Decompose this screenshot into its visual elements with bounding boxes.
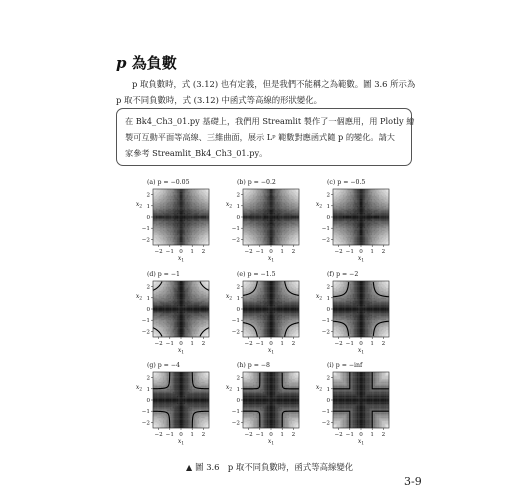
x-axis-label: $x_1$ bbox=[177, 255, 185, 264]
contour-fill bbox=[243, 281, 299, 337]
panel-title: (c) p = −0.5 bbox=[327, 179, 366, 186]
page-number: 3-9 bbox=[404, 475, 422, 488]
contour-panel bbox=[316, 362, 389, 447]
x-axis-label: $x_1$ bbox=[357, 438, 365, 447]
y-tick-label: −2 bbox=[231, 329, 240, 336]
x-tick-label: 1 bbox=[190, 249, 194, 255]
panel-title: (a) p = −0.05 bbox=[147, 179, 190, 186]
x-tick-label: −1 bbox=[345, 249, 354, 255]
panel-title: (h) p = −8 bbox=[237, 362, 270, 369]
x-tick-label: −1 bbox=[165, 341, 174, 347]
x-tick-label: 1 bbox=[190, 341, 194, 347]
y-tick-label: −2 bbox=[231, 237, 240, 244]
y-tick-label: −1 bbox=[231, 409, 240, 416]
y-tick-label: 1 bbox=[326, 295, 330, 302]
contour-panel bbox=[226, 179, 299, 264]
panel-title: (d) p = −1 bbox=[147, 271, 180, 278]
y-axis-label: $x_2$ bbox=[225, 292, 233, 302]
y-tick-label: 2 bbox=[326, 284, 330, 291]
paragraph-line-1: p 取負數時，式 (3.12) 也有定義，但是我們不能稱之為範數。圖 3.6 所示為 bbox=[132, 79, 416, 89]
x-axis-label: $x_1$ bbox=[357, 255, 365, 264]
x-axis-label: $x_1$ bbox=[267, 255, 275, 264]
y-tick-label: 0 bbox=[326, 215, 330, 221]
figure-caption bbox=[186, 461, 353, 473]
x-tick-label: 0 bbox=[179, 341, 183, 347]
x-tick-label: −1 bbox=[255, 341, 264, 347]
contour-panel bbox=[226, 271, 299, 356]
contour-panel bbox=[316, 271, 389, 356]
y-tick-label: −2 bbox=[141, 237, 150, 244]
y-tick-label: 1 bbox=[146, 386, 150, 393]
x-tick-label: −1 bbox=[345, 432, 354, 438]
x-axis-label: $x_1$ bbox=[267, 438, 275, 447]
y-tick-label: 2 bbox=[146, 192, 150, 199]
y-tick-label: 1 bbox=[146, 295, 150, 302]
contour-fill bbox=[333, 189, 389, 245]
y-axis-label: $x_2$ bbox=[225, 200, 233, 210]
y-tick-label: 1 bbox=[326, 386, 330, 393]
y-tick-label: −1 bbox=[141, 318, 150, 325]
x-tick-label: 0 bbox=[179, 249, 183, 255]
x-tick-label: 2 bbox=[381, 249, 386, 255]
panel-title: (i) p = −inf bbox=[327, 362, 363, 369]
y-tick-label: 1 bbox=[146, 203, 150, 210]
x-tick-label: −2 bbox=[244, 249, 253, 255]
y-tick-label: 0 bbox=[326, 398, 330, 404]
x-tick-label: 1 bbox=[280, 432, 284, 438]
x-axis-label: $x_1$ bbox=[267, 347, 275, 356]
y-axis-label: $x_2$ bbox=[135, 383, 143, 393]
panel-title: (e) p = −1.5 bbox=[237, 271, 276, 278]
y-tick-label: −2 bbox=[231, 420, 240, 427]
y-axis-label: $x_2$ bbox=[135, 292, 143, 302]
y-tick-label: 2 bbox=[326, 192, 330, 199]
x-tick-label: −1 bbox=[165, 249, 174, 255]
y-tick-label: −1 bbox=[321, 318, 330, 325]
y-tick-label: −2 bbox=[321, 237, 330, 244]
x-tick-label: 0 bbox=[269, 432, 273, 438]
contour-fill bbox=[153, 281, 209, 337]
y-tick-label: 2 bbox=[146, 284, 150, 291]
x-tick-label: 2 bbox=[291, 341, 296, 347]
panel-title: (g) p = −4 bbox=[147, 362, 180, 369]
x-tick-label: 2 bbox=[201, 249, 206, 255]
x-tick-label: −2 bbox=[334, 432, 343, 438]
y-tick-label: 0 bbox=[236, 215, 240, 221]
x-tick-label: 1 bbox=[370, 249, 374, 255]
x-tick-label: −2 bbox=[334, 341, 343, 347]
paragraph-line-2: p 取不同負數時，式 (3.12) 中函式等高線的形狀變化。 bbox=[116, 95, 323, 105]
x-tick-label: 0 bbox=[179, 432, 183, 438]
x-tick-label: −1 bbox=[255, 249, 264, 255]
contour-panel bbox=[136, 179, 209, 264]
section-title: p 為負數 bbox=[116, 54, 177, 72]
x-tick-label: 2 bbox=[381, 341, 386, 347]
y-tick-label: −1 bbox=[141, 226, 150, 233]
y-axis-label: $x_2$ bbox=[135, 200, 143, 210]
panel-title: (b) p = −0.2 bbox=[237, 179, 276, 186]
contour-fill bbox=[153, 372, 209, 428]
y-tick-label: 0 bbox=[236, 307, 240, 313]
contour-fill bbox=[243, 189, 299, 245]
y-tick-label: 2 bbox=[236, 375, 240, 382]
contour-panel bbox=[136, 271, 209, 356]
y-tick-label: −1 bbox=[231, 226, 240, 233]
y-tick-label: 0 bbox=[236, 398, 240, 404]
x-axis-label: $x_1$ bbox=[177, 438, 185, 447]
y-tick-label: 0 bbox=[146, 307, 150, 313]
y-axis-label: $x_2$ bbox=[315, 383, 323, 393]
x-tick-label: 0 bbox=[269, 341, 273, 347]
x-tick-label: 0 bbox=[359, 432, 363, 438]
note-line-3: 家參考 Streamlit_Bk4_Ch3_01.py。 bbox=[125, 148, 268, 158]
y-tick-label: −1 bbox=[231, 318, 240, 325]
x-tick-label: 1 bbox=[370, 341, 374, 347]
x-tick-label: −1 bbox=[165, 432, 174, 438]
x-tick-label: −1 bbox=[345, 341, 354, 347]
y-tick-label: −1 bbox=[321, 226, 330, 233]
contour-fill bbox=[333, 372, 389, 428]
contour-fill bbox=[243, 372, 299, 428]
y-tick-label: −2 bbox=[321, 329, 330, 336]
y-tick-label: 0 bbox=[326, 307, 330, 313]
y-tick-label: −2 bbox=[141, 420, 150, 427]
y-tick-label: −1 bbox=[141, 409, 150, 416]
x-tick-label: 2 bbox=[291, 249, 296, 255]
x-tick-label: 1 bbox=[190, 432, 194, 438]
x-tick-label: −2 bbox=[154, 341, 163, 347]
y-tick-label: 2 bbox=[326, 375, 330, 382]
x-tick-label: 2 bbox=[201, 341, 206, 347]
contour-panel bbox=[136, 362, 209, 447]
y-tick-label: 1 bbox=[236, 295, 240, 302]
contour-fill bbox=[153, 189, 209, 245]
x-tick-label: 1 bbox=[280, 341, 284, 347]
y-axis-label: $x_2$ bbox=[225, 383, 233, 393]
caption-triangle-icon: ▲ bbox=[186, 463, 193, 472]
caption-text: 圖 3.6 p 取不同負數時，函式等高線變化 bbox=[195, 462, 354, 472]
x-tick-label: 0 bbox=[269, 249, 273, 255]
x-tick-label: 0 bbox=[359, 341, 363, 347]
x-tick-label: −1 bbox=[255, 432, 264, 438]
x-axis-label: $x_1$ bbox=[357, 347, 365, 356]
y-tick-label: 1 bbox=[236, 386, 240, 393]
x-tick-label: 2 bbox=[381, 432, 386, 438]
note-line-1: 在 Bk4_Ch3_01.py 基礎上，我們用 Streamlit 製作了一個應用，用 Plotly 繪 bbox=[125, 116, 415, 126]
contour-fill bbox=[333, 281, 389, 337]
y-tick-label: 2 bbox=[236, 284, 240, 291]
contour-panel bbox=[316, 179, 389, 264]
y-tick-label: 0 bbox=[146, 398, 150, 404]
x-tick-label: 0 bbox=[359, 249, 363, 255]
x-tick-label: −2 bbox=[334, 249, 343, 255]
x-tick-label: −2 bbox=[244, 432, 253, 438]
panel-title: (f) p = −2 bbox=[327, 271, 359, 278]
y-tick-label: 1 bbox=[326, 203, 330, 210]
y-tick-label: 2 bbox=[146, 375, 150, 382]
y-tick-label: 0 bbox=[146, 215, 150, 221]
y-tick-label: 2 bbox=[236, 192, 240, 199]
x-axis-label: $x_1$ bbox=[177, 347, 185, 356]
x-tick-label: −2 bbox=[154, 249, 163, 255]
contour-panel bbox=[226, 362, 299, 447]
x-tick-label: 2 bbox=[201, 432, 206, 438]
x-tick-label: 2 bbox=[291, 432, 296, 438]
x-tick-label: 1 bbox=[370, 432, 374, 438]
y-tick-label: 1 bbox=[236, 203, 240, 210]
note-line-2: 製可互動平面等高線、三維曲面，展示 Lᵖ 範數對應函式隨 p 的變化。請大 bbox=[125, 132, 395, 142]
y-axis-label: $x_2$ bbox=[315, 292, 323, 302]
y-tick-label: −2 bbox=[141, 329, 150, 336]
x-tick-label: −2 bbox=[154, 432, 163, 438]
x-tick-label: 1 bbox=[280, 249, 284, 255]
y-axis-label: $x_2$ bbox=[315, 200, 323, 210]
y-tick-label: −1 bbox=[321, 409, 330, 416]
y-tick-label: −2 bbox=[321, 420, 330, 427]
x-tick-label: −2 bbox=[244, 341, 253, 347]
